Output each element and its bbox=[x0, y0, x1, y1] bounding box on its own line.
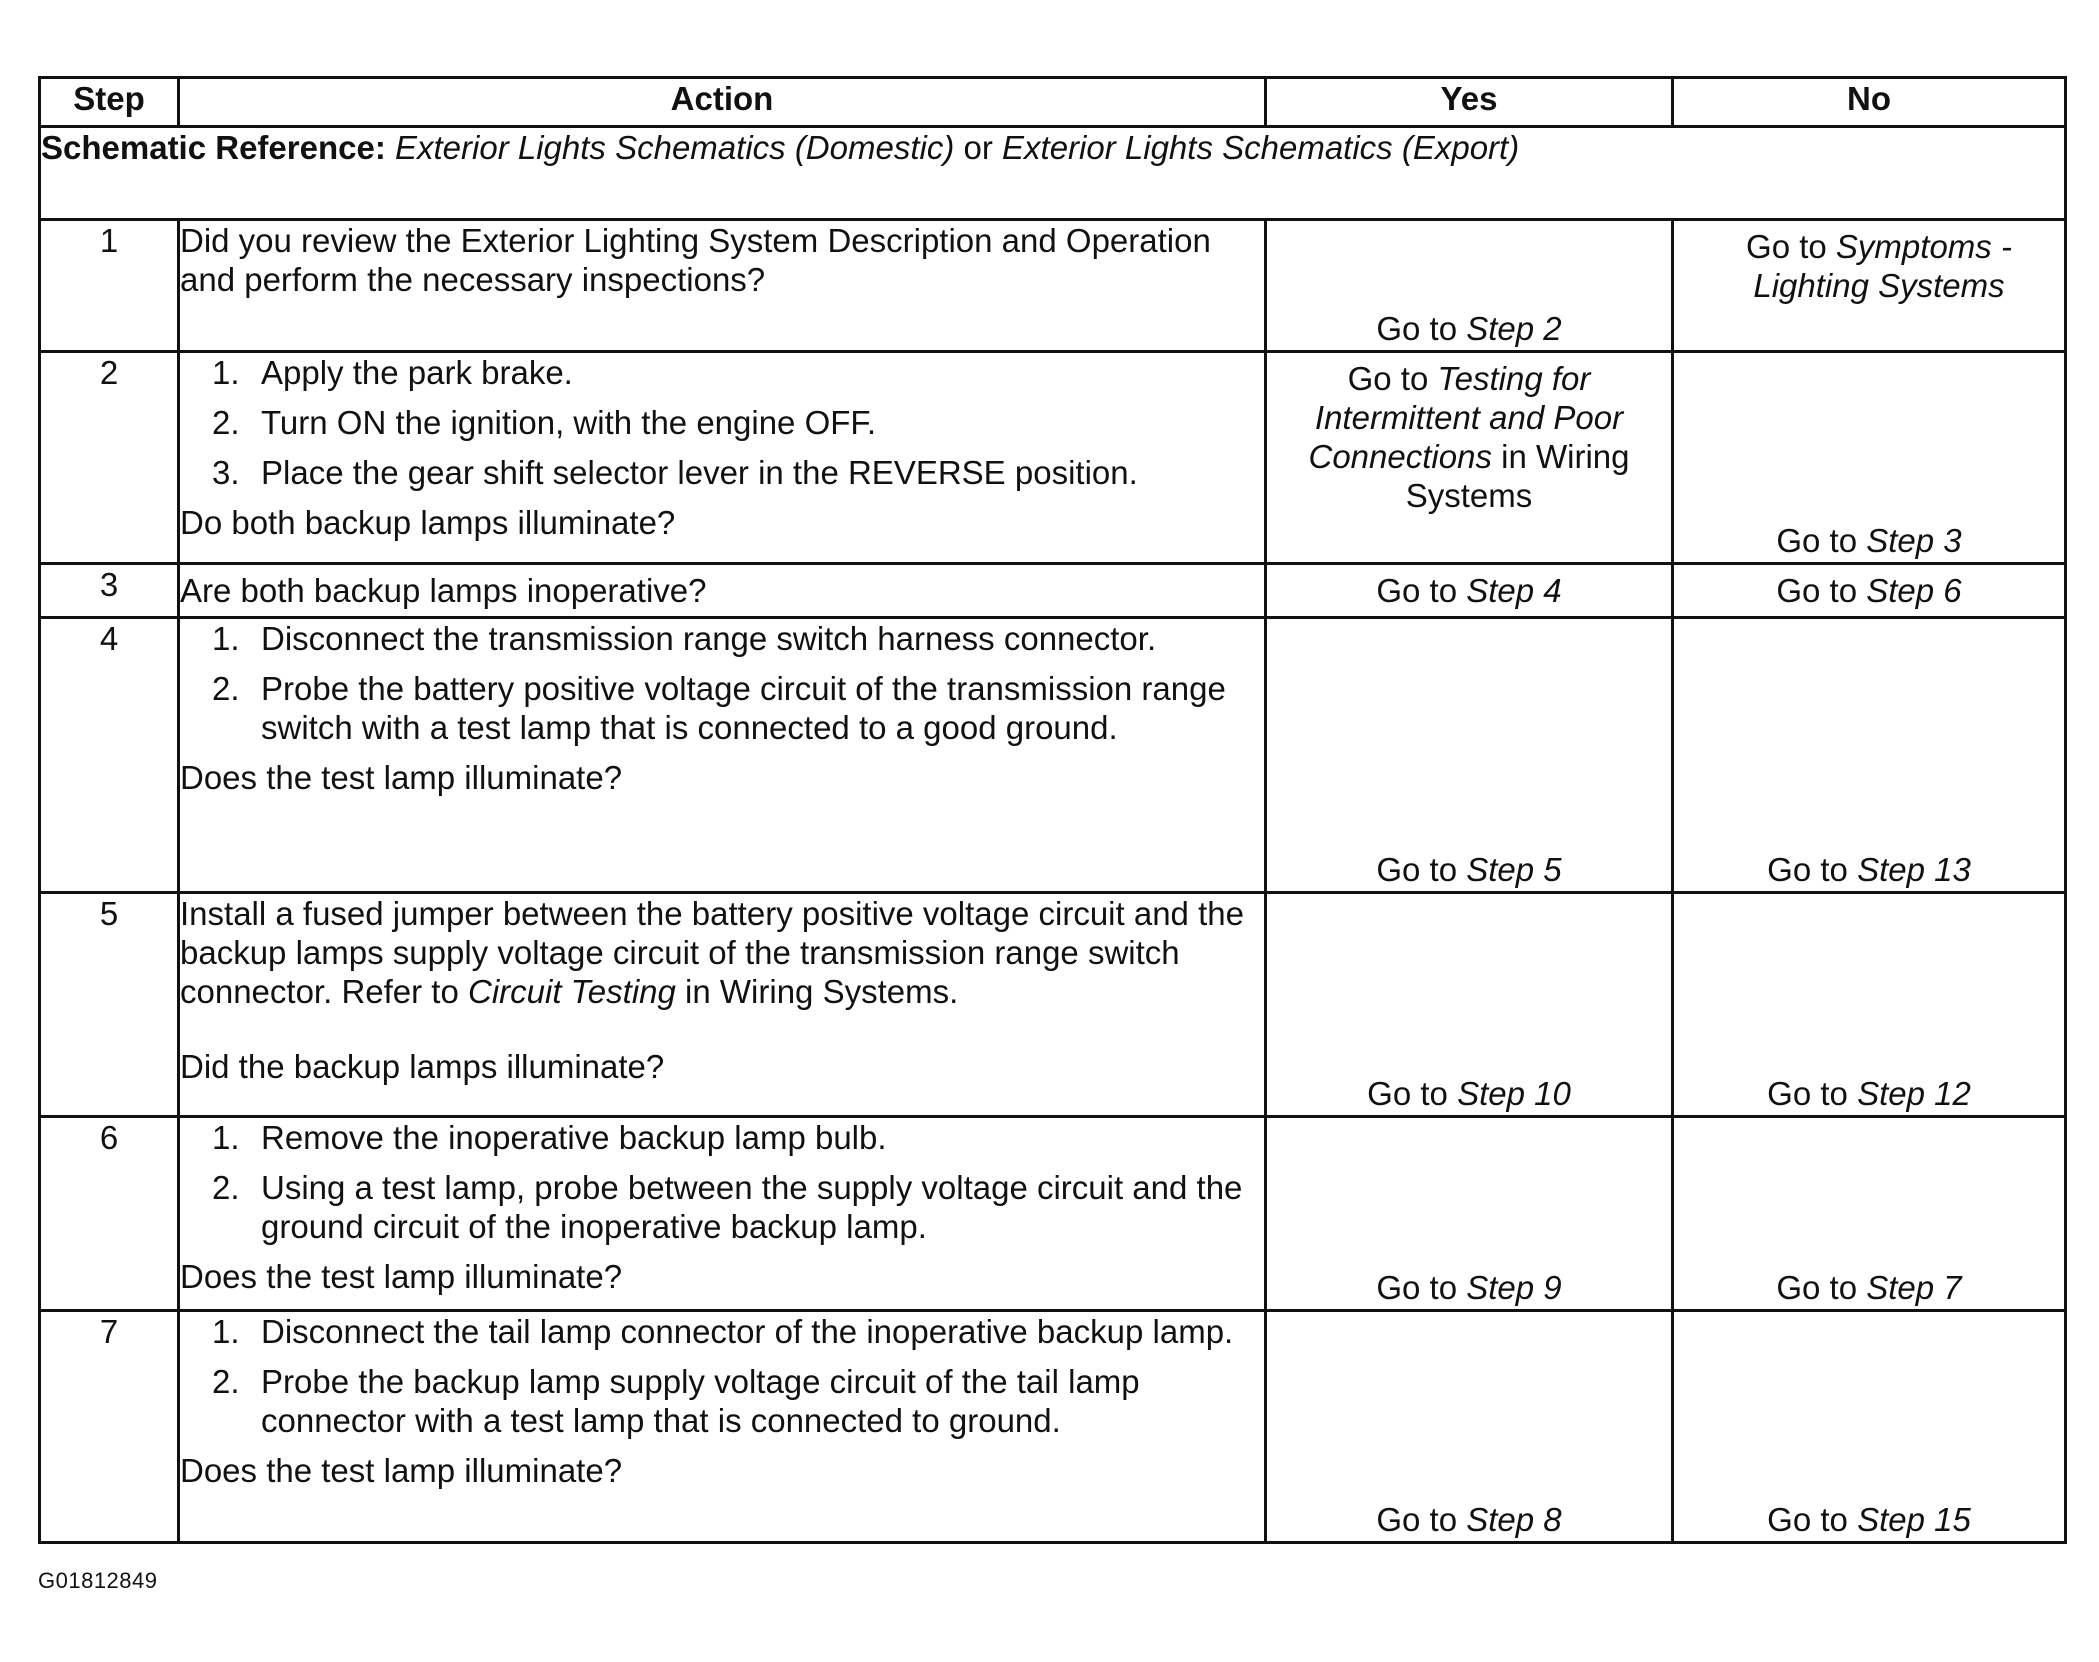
action-question: Does the test lamp illuminate? bbox=[180, 1258, 623, 1295]
yes-cell bbox=[1266, 618, 1673, 893]
no-cell bbox=[1673, 618, 2066, 893]
goto-text: Go to bbox=[1376, 851, 1458, 888]
table-row bbox=[40, 352, 2066, 564]
table-row bbox=[40, 893, 2066, 1117]
no-result bbox=[1674, 1268, 2064, 1307]
no-result bbox=[1674, 850, 2064, 889]
yes-step-link[interactable]: Step 2 bbox=[1466, 310, 1562, 347]
schematic-reference bbox=[40, 127, 2066, 220]
step-number: 4 bbox=[40, 618, 179, 893]
no-cell bbox=[1673, 352, 2066, 564]
no-step-link[interactable]: Step 6 bbox=[1866, 572, 1962, 609]
header-step: Step bbox=[40, 78, 179, 127]
header-row bbox=[40, 78, 2066, 127]
no-cell bbox=[1673, 564, 2066, 618]
step-number: 5 bbox=[40, 893, 179, 1117]
action-text: Install a fused jumper between the battery positive voltage circuit and the backup lamps supply voltage circuit of the transmission range switch connector. Refer to Circuit Testing in Wiring Systems. bbox=[180, 895, 1244, 1010]
action-text: Are both backup lamps inoperative? bbox=[180, 572, 707, 609]
yes-cell bbox=[1266, 564, 1673, 618]
header-action: Action bbox=[179, 78, 1266, 127]
goto-text: Go to bbox=[1776, 1269, 1858, 1306]
yes-step-link[interactable]: Step 8 bbox=[1466, 1501, 1562, 1538]
header-no: No bbox=[1673, 78, 2066, 127]
action-item: 3. Place the gear shift selector lever in the REVERSE position. bbox=[212, 454, 1138, 491]
goto-text: Go to bbox=[1367, 1075, 1448, 1112]
goto-text: Go to bbox=[1746, 228, 1827, 265]
action-text: Did you review the Exterior Lighting System Description and Operation and perform the necessary inspections? bbox=[180, 222, 1211, 298]
table-row bbox=[40, 1117, 2066, 1311]
table-row bbox=[40, 564, 2066, 618]
yes-cell bbox=[1266, 220, 1673, 352]
in-text: in bbox=[1501, 438, 1527, 475]
step-number: 7 bbox=[40, 1311, 179, 1543]
yes-step-link[interactable]: Testing for Intermittent and Poor Connections bbox=[1308, 360, 1624, 475]
no-result bbox=[1674, 221, 2064, 311]
action-cell bbox=[179, 220, 1266, 352]
no-result bbox=[1674, 1074, 2064, 1113]
yes-cell bbox=[1266, 1117, 1673, 1311]
yes-result bbox=[1267, 850, 1671, 889]
action-item: 2. Probe the backup lamp supply voltage circuit of the tail lamp connector with a test lamp that is connected to ground. bbox=[212, 1363, 1140, 1439]
goto-text: Go to bbox=[1767, 1501, 1848, 1538]
yes-cell bbox=[1266, 1311, 1673, 1543]
action-cell bbox=[179, 893, 1266, 1117]
schematic-label: Schematic Reference: bbox=[41, 129, 386, 166]
no-cell bbox=[1673, 1117, 2066, 1311]
schematic-link-export[interactable]: Exterior Lights Schematics (Export) bbox=[1002, 129, 1520, 166]
yes-step-link[interactable]: Step 5 bbox=[1466, 851, 1562, 888]
action-list bbox=[180, 1312, 1264, 1440]
no-step-link[interactable]: Step 15 bbox=[1857, 1501, 1971, 1538]
no-cell bbox=[1673, 893, 2066, 1117]
yes-step-link[interactable]: Step 4 bbox=[1466, 572, 1562, 609]
goto-text: Go to bbox=[1767, 1075, 1848, 1112]
no-step-link[interactable]: Step 13 bbox=[1857, 851, 1971, 888]
action-item: 1. Disconnect the tail lamp connector of the inoperative backup lamp. bbox=[212, 1313, 1234, 1350]
schematic-link-domestic[interactable]: Exterior Lights Schematics (Domestic) bbox=[395, 129, 955, 166]
no-result bbox=[1674, 521, 2064, 560]
action-cell bbox=[179, 352, 1266, 564]
no-step-link[interactable]: Step 3 bbox=[1866, 522, 1962, 559]
action-question: Does the test lamp illuminate? bbox=[180, 1452, 623, 1489]
goto-text: Go to bbox=[1376, 1269, 1458, 1306]
action-question: Did the backup lamps illuminate? bbox=[180, 1048, 665, 1085]
yes-result bbox=[1267, 353, 1671, 521]
no-step-link[interactable]: Step 12 bbox=[1857, 1075, 1971, 1112]
goto-text: Go to bbox=[1376, 572, 1458, 609]
goto-text: Go to bbox=[1767, 851, 1848, 888]
action-question: Do both backup lamps illuminate? bbox=[180, 504, 676, 541]
figure-id: G01812849 bbox=[38, 1568, 158, 1593]
circuit-testing-link[interactable]: Circuit Testing bbox=[468, 973, 676, 1010]
action-question: Does the test lamp illuminate? bbox=[180, 759, 623, 796]
goto-text: Go to bbox=[1776, 522, 1858, 559]
table-row bbox=[40, 1311, 2066, 1543]
yes-result bbox=[1267, 1268, 1671, 1307]
table-row bbox=[40, 618, 2066, 893]
goto-text: Go to bbox=[1376, 1501, 1458, 1538]
no-cell bbox=[1673, 220, 2066, 352]
action-item: 1. Remove the inoperative backup lamp bulb. bbox=[212, 1119, 887, 1156]
goto-text: Go to bbox=[1347, 360, 1429, 397]
action-cell bbox=[179, 1311, 1266, 1543]
goto-text: Go to bbox=[1776, 572, 1858, 609]
action-list bbox=[180, 353, 1264, 492]
action-cell bbox=[179, 618, 1266, 893]
no-step-link[interactable]: Symptoms - Lighting Systems bbox=[1753, 228, 2012, 304]
yes-cell bbox=[1266, 893, 1673, 1117]
no-cell bbox=[1673, 1311, 2066, 1543]
goto-text: Go to bbox=[1376, 310, 1458, 347]
header-yes: Yes bbox=[1266, 78, 1673, 127]
no-result bbox=[1674, 1500, 2064, 1539]
schematic-or: or bbox=[963, 129, 993, 166]
yes-result bbox=[1267, 1500, 1671, 1539]
step-number: 1 bbox=[40, 220, 179, 352]
yes-step-link[interactable]: Step 10 bbox=[1457, 1075, 1571, 1112]
table-row bbox=[40, 220, 2066, 352]
yes-result bbox=[1267, 309, 1671, 348]
yes-result bbox=[1267, 1074, 1671, 1113]
step-number: 3 bbox=[40, 564, 179, 618]
action-list bbox=[180, 1118, 1264, 1246]
action-item: 2. Turn ON the ignition, with the engine OFF. bbox=[212, 404, 877, 441]
schematic-row bbox=[40, 127, 2066, 220]
action-item: 1. Disconnect the transmission range switch harness connector. bbox=[212, 620, 1157, 657]
yes-step-link[interactable]: Step 9 bbox=[1466, 1269, 1562, 1306]
action-item: 2. Using a test lamp, probe between the supply voltage circuit and the ground circuit of the inoperative backup lamp. bbox=[212, 1169, 1243, 1245]
step-number: 6 bbox=[40, 1117, 179, 1311]
action-list bbox=[180, 619, 1264, 747]
no-step-link[interactable]: Step 7 bbox=[1866, 1269, 1962, 1306]
action-item: 1. Apply the park brake. bbox=[212, 354, 573, 391]
yes-cell bbox=[1266, 352, 1673, 564]
diagnostic-table bbox=[38, 76, 2067, 1544]
yes-suffix: Wiring Systems bbox=[1405, 438, 1630, 514]
step-number: 2 bbox=[40, 352, 179, 564]
action-item: 2. Probe the battery positive voltage circuit of the transmission range switch with a test lamp that is connected to a good ground. bbox=[212, 670, 1226, 746]
action-cell bbox=[179, 1117, 1266, 1311]
action-cell bbox=[179, 564, 1266, 618]
